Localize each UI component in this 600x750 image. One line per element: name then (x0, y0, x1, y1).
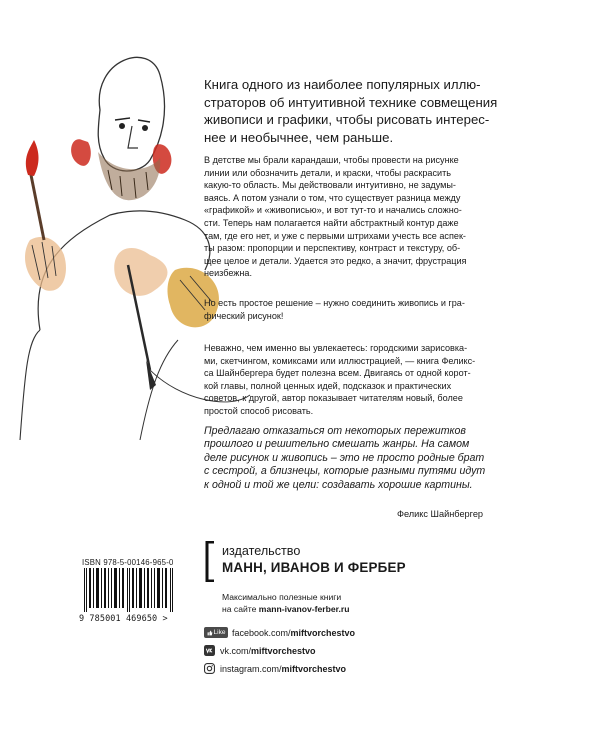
text-line: ты разом: пропорции и перспективу, контраст и текстуру, об- (204, 243, 461, 254)
intro-line: нее и необычнее, чем раньше. (204, 129, 394, 145)
barcode (82, 568, 178, 612)
text-line: кой главы, полной ценных идей, подсказок и практических (204, 380, 452, 391)
like-badge-label: Like (213, 629, 226, 636)
social-domain: vk.com/ (220, 645, 252, 656)
isbn-label: ISBN 978-5-00146-965-0 (82, 558, 174, 567)
isbn-digits: 9 785001 469650 > (79, 614, 168, 624)
social-domain: instagram.com/ (220, 663, 282, 674)
text-line: щее целое и детали. Удается это редко, а значит, фрустрация (204, 255, 467, 266)
quote-line: прошлого и решительно смешать жанры. На самом (204, 438, 470, 451)
instagram-icon (204, 663, 215, 674)
quote-line: деле рисунок и живопись – это не просто родные брат (204, 451, 485, 464)
text-line: Неважно, чем именно вы увлекаетесь: городскими зарисовка- (204, 343, 468, 353)
quote-line: к одной и той же цели: создавать хорошие картины. (204, 478, 473, 491)
text-line: сти. Теперь нам полагается найти абстрактный контур даже (204, 217, 459, 228)
author-signature: Феликс Шайнбергер (397, 509, 484, 519)
intro-text (204, 76, 526, 146)
text-line: «графикой» и «живописью», и вот тут-то и начались сложно- (204, 205, 462, 216)
social-link-facebook[interactable] (204, 627, 355, 638)
social-domain: facebook.com/ (232, 627, 291, 638)
text-line: В детстве мы брали карандаши, чтобы провести на рисунке (204, 155, 459, 165)
vk-icon (204, 645, 215, 656)
intro-line: живописи и графики, чтобы рисовать интерес- (204, 112, 490, 127)
quote-line: с сестрой, а близнецы, которые разными путями идут (204, 465, 486, 478)
tagline-text: Максимально полезные книги (222, 592, 342, 602)
social-link-vk[interactable] (204, 645, 316, 656)
text-line: там, где его нет, и уже с первыми штрихами учесть все аспек- (204, 230, 466, 241)
facebook-like-icon (204, 627, 228, 638)
publisher-prefix: издательство (222, 544, 301, 558)
publisher-tagline (222, 592, 350, 615)
social-handle: miftvorchestvo (251, 645, 316, 656)
text-line: ваясь. А потом узнали о том, что существует разница между (204, 192, 461, 203)
text-line: какую-то область. Мы действовали интуитивно, не задумы- (204, 180, 456, 191)
description-paragraph-2 (204, 297, 530, 322)
social-handle: miftvorchestvo (281, 663, 347, 674)
publisher-bracket-icon (205, 541, 215, 582)
intro-line: страторов об интуитивной технике совмещения (204, 94, 498, 110)
text-line: линии или обозначить детали, и краски, чтобы раскрасить (204, 167, 451, 178)
description-paragraph-1 (204, 154, 530, 280)
text-line: советов, к другой, автор показывает читателям новый, более (204, 393, 463, 404)
text-line: неизбежна. (204, 268, 252, 279)
quote-line: Предлагаю отказаться от некоторых пережитков (204, 425, 466, 437)
author-quote (204, 425, 522, 492)
publisher-website-link[interactable]: mann-ivanov-ferber.ru (258, 603, 350, 614)
text-line: ми, скетчингом, комиксами или иллюстрацией, — книга Феликс- (204, 355, 476, 366)
intro-line: Книга одного из наиболее популярных иллю- (204, 77, 481, 92)
publisher-name: МАНН, ИВАНОВ И ФЕРБЕР (222, 560, 406, 575)
text-line: са Шайнбергера будет полезна всем. Двигаясь от одной корот- (204, 368, 471, 379)
text-line: простой способ рисовать. (204, 405, 314, 416)
social-handle: miftvorchestvo (290, 627, 356, 638)
social-link-instagram[interactable] (204, 663, 346, 674)
tagline-text: на сайте (222, 603, 259, 614)
description-paragraph-3 (204, 342, 530, 418)
text-line: Но есть простое решение – нужно соединить живопись и гра- (204, 298, 465, 308)
text-line: фический рисунок! (204, 310, 284, 321)
